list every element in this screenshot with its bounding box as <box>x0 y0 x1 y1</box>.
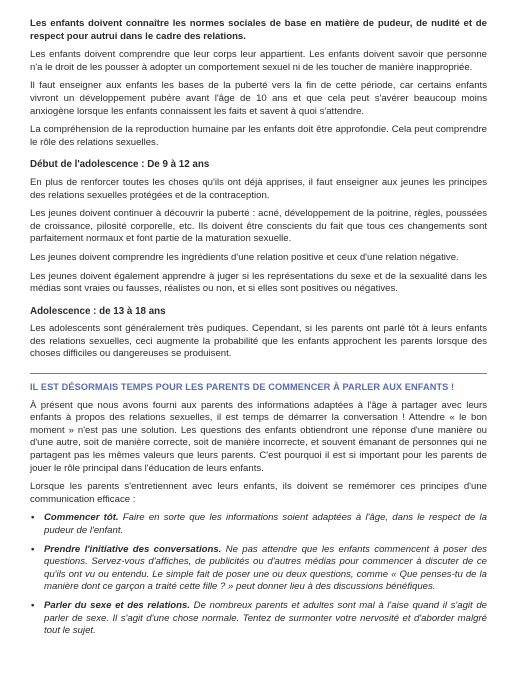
bullet-icon: • <box>31 512 35 524</box>
intro-paragraph: Les enfants doivent comprendre que leur corps leur appartient. Les enfants doivent savoir que personne n'a le droit de les pousser à adopter un comportement sexuel ni de les toucher de manière inappropriée. <box>30 49 487 73</box>
tip-text: Ne pas attendre que les enfants commencent à poser des questions. Servez-vous d'affiches, de publicités ou d'autres médias pour commencer à discuter de ce qu'ils ont vu ou entendu. Le simple fait de poser une ou deux questions, comme « Que penses-tu de la manière dont ce garçon a traité cette fille ? » peut donner lieu à des discussions bénéfiques. <box>44 543 487 593</box>
early-paragraph: Les jeunes doivent également apprendre à juger si les représentations du sexe et de la sexualité dans les médias sont vraies ou fausses, réalistes ou non, et si elles sont positives ou négatives. <box>30 270 487 295</box>
bullet-icon: • <box>31 599 35 611</box>
early-paragraph: En plus de renforcer toutes les choses qu'ils ont déjà apprises, il faut enseigner aux jeunes les principes des relations sexuelles protégées et de la contraception. <box>30 176 487 201</box>
tip-item <box>30 512 487 537</box>
tip-text: De nombreux parents et adultes sont mal à l'aise quand il s'agit de parler de sexe. Il s'agit d'une chose normale. Tentez de surmonter votre nervosité et d'aborder malgré tout le sujet. <box>44 599 487 637</box>
teen-paragraph: Les adolescents sont généralement très pudiques. Cependant, si les parents ont parlé tôt à leurs enfants des relations sexuelles, ceci augmente la probabilité que les enfants approchent les parents lorsque des choses difficiles ou dangereuses se produisent. <box>30 323 487 360</box>
parents-paragraph: À présent que nous avons fourni aux parents des informations adaptées à l'âge à partager avec leurs enfants à propos des relations sexuelles, il est temps de démarrer la conversation ! Attendre « le bon moment » n'est pas une solution. Les questions des enfants obtiendront une réponse d'une manière ou d'une autre, soit de manière correcte, soit de manière incorrecte, et souvent émanant de personnes qui ne partagent pas les mêmes valeurs que leurs parents. C'est pourquoi il est si important pour les parents de jouer le rôle principal dans l'éducation de leurs enfants. <box>30 399 487 474</box>
section-heading-adolescence: Adolescence : de 13 à 18 ans <box>30 305 166 317</box>
bullet-icon: • <box>31 543 35 555</box>
early-paragraph: Les jeunes doivent continuer à découvrir la puberté : acné, développement de la poitrine, règles, poussées de croissance, pilosité corporelle, etc. Ils doivent être conscients du fait que tous ces changements sont parfaitement normaux et font partie de la maturation sexuelle. <box>30 208 487 245</box>
intro-paragraph: Il faut enseigner aux enfants les bases de la puberté vers la fin de cette période, car certains enfants vivront un développement pubère avant l'âge de 10 ans et que cela peut s'avérer beaucoup moins anxiogène lorsque les enfants connaissent les faits et savent à quoi s'attendre. <box>30 80 487 117</box>
early-paragraph: Les jeunes doivent comprendre les ingrédients d'une relation positive et ceux d'une relation négative. <box>30 251 459 263</box>
parents-paragraph: Lorsque les parents s'entretiennent avec leurs enfants, ils doivent se remémorer ces principes d'une communication efficace : <box>30 481 487 505</box>
tip-text: Faire en sorte que les informations soient adaptées à l'âge, dans le respect de la pudeur de l'enfant. <box>44 512 487 536</box>
section-banner-parents: IL EST DÉSORMAIS TEMPS POUR LES PARENTS DE COMMENCER À PARLER AUX ENFANTS ! <box>30 373 487 394</box>
tip-title: Commencer tôt. <box>44 512 119 524</box>
tip-item <box>30 600 487 638</box>
intro-lead: Les enfants doivent connaître les normes sociales de base en matière de pudeur, de nudité et de respect pour autrui dans le cadre des relations. <box>30 18 487 42</box>
tip-title: Prendre l'initiative des conversations. <box>44 543 222 555</box>
section-heading-early-adolescence: Début de l'adolescence : De 9 à 12 ans <box>30 159 210 171</box>
intro-paragraph: La compréhension de la reproduction humaine par les enfants doit être approfondie. Cela peut comprendre le rôle des relations sexuelles. <box>30 124 487 148</box>
tip-title: Parler du sexe et des relations. <box>44 599 191 611</box>
tips-list <box>30 512 487 637</box>
tip-item <box>30 544 487 594</box>
